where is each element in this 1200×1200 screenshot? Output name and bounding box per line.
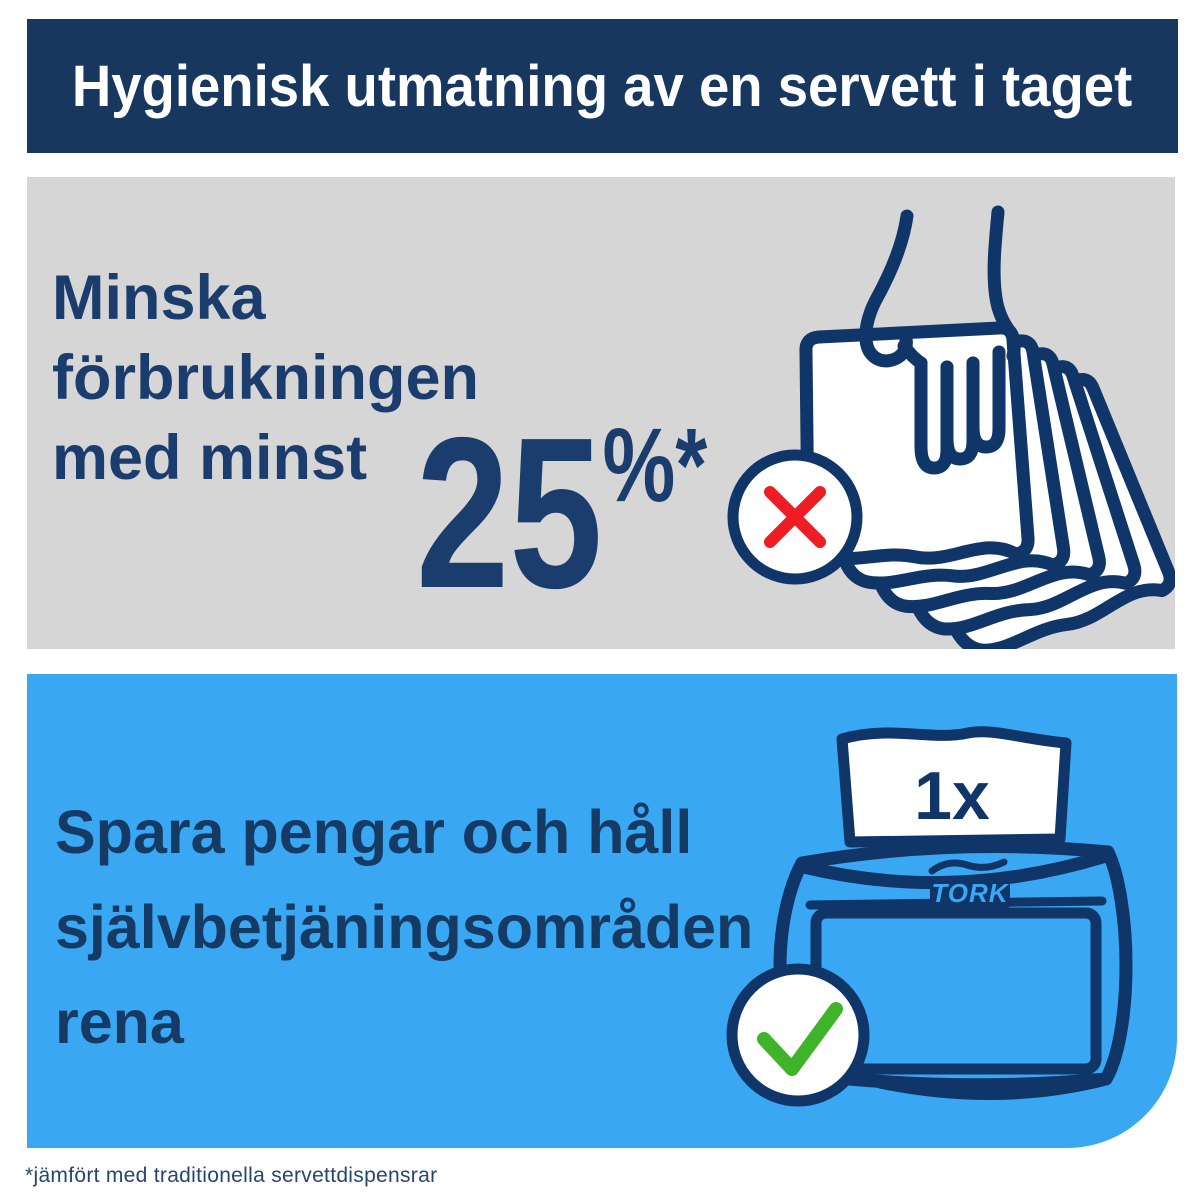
stat-suffix: %* xyxy=(602,407,708,524)
save-money-panel xyxy=(27,674,1177,1148)
header-bar xyxy=(27,19,1178,153)
reduce-heading xyxy=(52,258,479,498)
stat-25-percent xyxy=(416,392,708,633)
heading-line: självbetjäningsområden xyxy=(55,893,754,961)
heading-line: rena xyxy=(55,988,184,1056)
brand-text: TORK xyxy=(931,878,1009,908)
prohibition-circle xyxy=(733,455,857,579)
approval-circle xyxy=(732,969,864,1101)
heading-line: med minst xyxy=(52,423,368,493)
dispensed-napkin xyxy=(842,732,1066,842)
napkin-dispenser-illustration xyxy=(720,715,1177,1148)
reduce-consumption-panel xyxy=(27,177,1175,649)
footnote: *jämfört med traditionella servettdispensrar xyxy=(25,1164,438,1187)
napkin-count-label: 1x xyxy=(914,758,990,834)
tork-wave-icon xyxy=(932,862,1004,871)
heading-line: Spara pengar och håll xyxy=(55,798,693,866)
heading-line: Minska xyxy=(52,263,266,333)
stat-value: 25 xyxy=(416,392,603,633)
tork-logo xyxy=(930,862,1010,909)
heading-line: förbrukningen xyxy=(52,343,479,413)
napkin-stack xyxy=(806,328,1175,649)
page-title: Hygienisk utmatning av en servett i taget xyxy=(72,53,1133,119)
hand-grabbing-napkins-illustration xyxy=(715,200,1175,649)
save-heading xyxy=(55,785,753,1070)
